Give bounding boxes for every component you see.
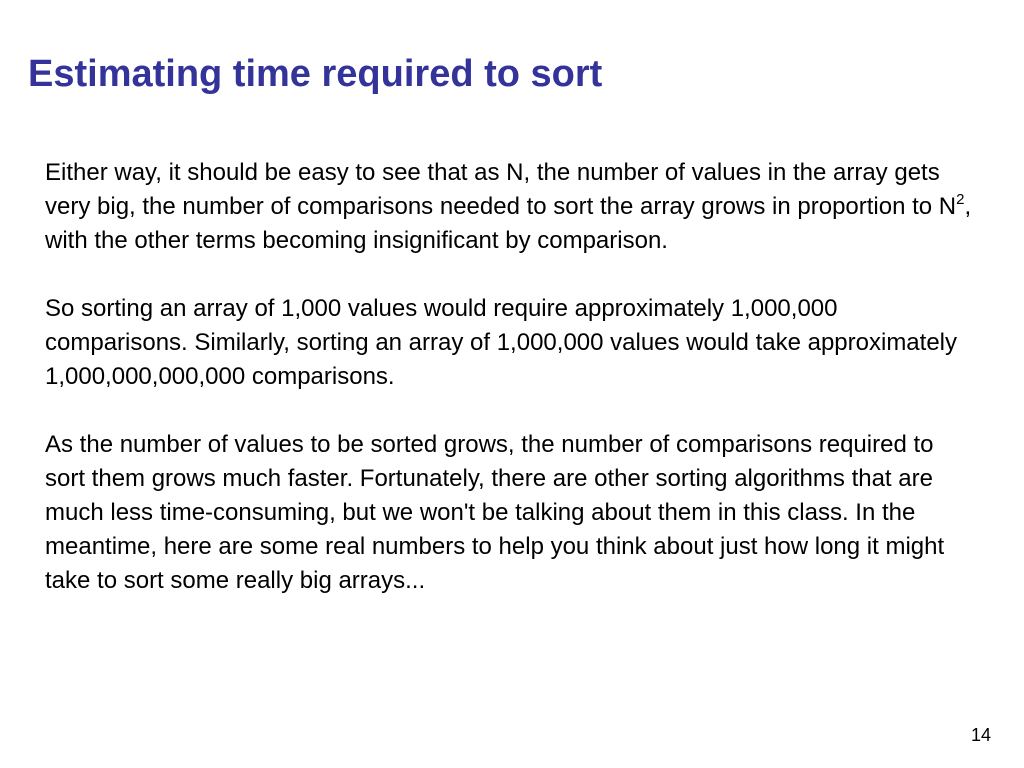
- paragraph-growth-rate: [45, 156, 980, 258]
- slide-title: Estimating time required to sort: [28, 53, 603, 95]
- paragraph-growth-rate-text: Either way, it should be easy to see that as N, the number of values in the array gets very big, the number of comparisons needed to sort the array grows in proportion to N: [45, 159, 957, 220]
- exponent-superscript: 2: [956, 191, 965, 208]
- paragraph-growth-rate-text-end: , with the other terms becoming insignificant by comparison.: [45, 193, 972, 254]
- paragraph-conclusion: As the number of values to be sorted grows, the number of comparisons required to sort them grows much faster. Fortunately, there are other sorting algorithms that are much less time-consuming, but we won't be talking about them in this class. In the meantime, here are some real numbers to help you think about just how long it might take to sort some really big arrays...: [45, 431, 945, 594]
- page-number: 14: [970, 725, 991, 745]
- slide-body: [45, 156, 980, 632]
- paragraph-examples: So sorting an array of 1,000 values would require approximately 1,000,000 comparisons. Similarly, sorting an array of 1,000,000 values would take approximately 1,000,000,000,000 comparisons.: [45, 295, 957, 390]
